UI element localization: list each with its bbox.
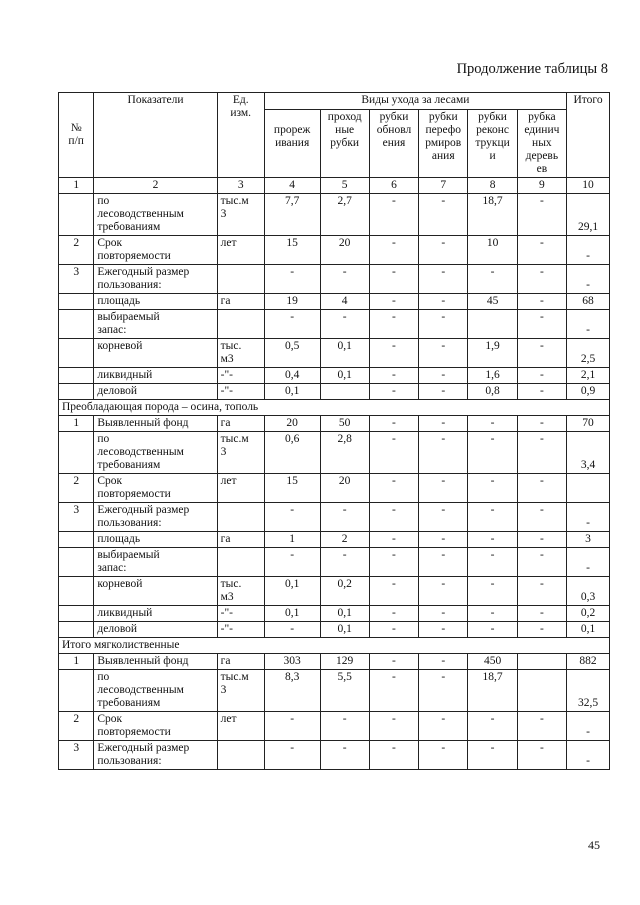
value-cell: 0,1 [264,577,320,606]
row-number [59,622,94,638]
value-cell: - [419,548,468,577]
value-cell: - [517,416,566,432]
table-row [59,339,610,368]
index-cell: 5 [320,178,369,194]
table-row [59,741,610,770]
value-cell: - [369,670,418,712]
header-total: Итого [567,93,610,178]
indicator-cell: корневой [94,577,217,606]
row-number [59,532,94,548]
value-cell: - [320,741,369,770]
indicator-cell: по лесоводственным требованиям [94,432,217,474]
value-cell: 0,4 [264,368,320,384]
total-cell [567,474,610,503]
index-cell: 8 [468,178,517,194]
index-row [59,178,610,194]
row-number: 1 [59,416,94,432]
index-cell: 9 [517,178,566,194]
value-cell: 50 [320,416,369,432]
total-cell: - [567,741,610,770]
header-row [59,93,610,110]
indicator-cell: Ежегодный размер пользования: [94,265,217,294]
table-row [59,368,610,384]
value-cell: 0,1 [320,622,369,638]
value-cell: - [468,548,517,577]
value-cell: 15 [264,474,320,503]
unit-cell [217,265,264,294]
value-cell: - [517,339,566,368]
row-number: 3 [59,265,94,294]
value-cell: - [419,474,468,503]
value-cell: - [369,622,418,638]
value-cell: 0,1 [320,339,369,368]
value-cell: - [369,606,418,622]
value-cell: 0,1 [320,368,369,384]
unit-cell: тыс.м 3 [217,194,264,236]
indicator-cell: Срок повторяемости [94,712,217,741]
value-cell: - [419,194,468,236]
unit-cell: -"- [217,384,264,400]
value-cell: - [517,432,566,474]
value-cell: - [517,368,566,384]
value-cell: - [369,548,418,577]
value-cell: 20 [320,474,369,503]
value-cell: 18,7 [468,194,517,236]
total-cell: 68 [567,294,610,310]
value-cell: - [264,622,320,638]
value-cell: 5,5 [320,670,369,712]
row-number: 2 [59,474,94,503]
value-cell: - [468,265,517,294]
indicator-cell: площадь [94,532,217,548]
value-cell: - [320,503,369,532]
value-cell: - [517,622,566,638]
total-cell: 2,1 [567,368,610,384]
table-row [59,712,610,741]
row-number: 1 [59,654,94,670]
header-col: рубки реконс трукци и [468,110,517,178]
value-cell: - [419,368,468,384]
table-row [59,622,610,638]
value-cell [468,310,517,339]
table-row [59,294,610,310]
value-cell: - [320,265,369,294]
index-cell: 7 [419,178,468,194]
indicator-cell: выбираемый запас: [94,548,217,577]
section-title: Итого мягколиственные [59,638,610,654]
row-number [59,606,94,622]
value-cell: 0,1 [264,384,320,400]
value-cell: - [369,474,418,503]
value-cell [320,384,369,400]
header-col: рубки перефо рмиров ания [419,110,468,178]
value-cell: 0,5 [264,339,320,368]
value-cell: - [468,532,517,548]
row-number [59,310,94,339]
index-cell: 2 [94,178,217,194]
total-cell: 3,4 [567,432,610,474]
value-cell: 0,1 [264,606,320,622]
header-group: Виды ухода за лесами [264,93,566,110]
table-row [59,194,610,236]
value-cell: - [468,432,517,474]
value-cell: - [419,294,468,310]
value-cell: 129 [320,654,369,670]
total-cell: - [567,310,610,339]
value-cell: - [369,416,418,432]
row-number [59,368,94,384]
value-cell: - [517,741,566,770]
index-cell: 4 [264,178,320,194]
value-cell: 303 [264,654,320,670]
value-cell: - [264,265,320,294]
total-cell: 32,5 [567,670,610,712]
value-cell: - [468,503,517,532]
unit-cell [217,310,264,339]
unit-cell: -"- [217,368,264,384]
value-cell: - [468,741,517,770]
table-row [59,577,610,606]
value-cell: - [468,712,517,741]
value-cell: - [517,384,566,400]
value-cell: - [264,548,320,577]
section-title: Преобладающая порода – осина, тополь [59,400,610,416]
value-cell: - [369,265,418,294]
value-cell: 450 [468,654,517,670]
value-cell: 18,7 [468,670,517,712]
value-cell: - [369,577,418,606]
value-cell: - [369,741,418,770]
row-number [59,432,94,474]
table-row [59,416,610,432]
value-cell: - [419,503,468,532]
table-row [59,606,610,622]
total-cell: 0,1 [567,622,610,638]
indicator-cell: Срок повторяемости [94,474,217,503]
table-row [59,532,610,548]
indicator-cell: по лесоводственным требованиям [94,670,217,712]
value-cell: - [419,310,468,339]
value-cell: - [369,503,418,532]
row-number: 3 [59,741,94,770]
value-cell: - [369,339,418,368]
total-cell: - [567,712,610,741]
value-cell: - [419,432,468,474]
row-number [59,384,94,400]
row-number [59,294,94,310]
value-cell: - [369,384,418,400]
indicator-cell: по лесоводственным требованиям [94,194,217,236]
indicator-cell: Ежегодный размер пользования: [94,741,217,770]
value-cell: - [264,712,320,741]
unit-cell: тыс.м 3 [217,670,264,712]
unit-cell: га [217,532,264,548]
value-cell: - [468,577,517,606]
total-cell: - [567,236,610,265]
value-cell: - [517,236,566,265]
total-cell: - [567,503,610,532]
value-cell: 1 [264,532,320,548]
index-cell: 3 [217,178,264,194]
value-cell: - [419,606,468,622]
value-cell: - [419,712,468,741]
table-body [59,194,610,770]
unit-cell: -"- [217,622,264,638]
indicator-cell: Срок повторяемости [94,236,217,265]
value-cell: - [517,310,566,339]
row-number [59,577,94,606]
value-cell: 10 [468,236,517,265]
value-cell: - [419,416,468,432]
index-cell: 1 [59,178,94,194]
value-cell: 0,8 [468,384,517,400]
header-col: рубка единич ных деревь ев [517,110,566,178]
row-number: 2 [59,236,94,265]
value-cell: - [517,294,566,310]
total-cell: 2,5 [567,339,610,368]
indicator-cell: площадь [94,294,217,310]
total-cell: 0,3 [567,577,610,606]
value-cell: - [369,310,418,339]
page-number: 45 [588,838,600,852]
value-cell: - [369,294,418,310]
data-table [58,92,610,770]
table-row [59,670,610,712]
row-number [59,339,94,368]
value-cell: 2,7 [320,194,369,236]
indicator-cell: Ежегодный размер пользования: [94,503,217,532]
table-row [59,503,610,532]
total-cell: 3 [567,532,610,548]
value-cell: - [369,532,418,548]
value-cell: - [419,654,468,670]
total-cell: - [567,548,610,577]
indicator-cell: ликвидный [94,368,217,384]
header-indicators: Показатели [94,93,217,178]
indicator-cell: деловой [94,384,217,400]
table-row [59,236,610,265]
value-cell: - [369,712,418,741]
indicator-cell: Выявленный фонд [94,654,217,670]
value-cell: 0,2 [320,577,369,606]
indicator-cell: ликвидный [94,606,217,622]
value-cell: - [264,503,320,532]
unit-cell: га [217,654,264,670]
value-cell: 1,6 [468,368,517,384]
header-col: прореж ивания [264,110,320,178]
total-cell: 70 [567,416,610,432]
index-cell: 6 [369,178,418,194]
index-cell: 10 [567,178,610,194]
value-cell: - [320,548,369,577]
value-cell: - [419,339,468,368]
row-number [59,194,94,236]
indicator-cell: корневой [94,339,217,368]
table-row [59,548,610,577]
indicator-cell: деловой [94,622,217,638]
total-cell: 882 [567,654,610,670]
value-cell: - [369,368,418,384]
header-unit: Ед. изм. [217,93,264,178]
value-cell: - [419,670,468,712]
row-number [59,548,94,577]
unit-cell: га [217,294,264,310]
value-cell: - [419,577,468,606]
value-cell: - [369,236,418,265]
value-cell: - [517,548,566,577]
value-cell: 45 [468,294,517,310]
unit-cell: лет [217,236,264,265]
value-cell: - [320,712,369,741]
value-cell: - [419,532,468,548]
value-cell: - [468,606,517,622]
value-cell: 4 [320,294,369,310]
value-cell: - [369,432,418,474]
value-cell: 8,3 [264,670,320,712]
value-cell: - [419,622,468,638]
value-cell: - [517,265,566,294]
unit-cell: лет [217,474,264,503]
value-cell: - [320,310,369,339]
value-cell: - [517,194,566,236]
unit-cell [217,548,264,577]
section-row [59,400,610,416]
table-row [59,310,610,339]
unit-cell: лет [217,712,264,741]
value-cell: - [264,310,320,339]
value-cell: - [517,532,566,548]
table-row [59,654,610,670]
value-cell: 15 [264,236,320,265]
value-cell: - [517,503,566,532]
value-cell: - [468,416,517,432]
table-caption: Продолжение таблицы 8 [456,61,608,77]
value-cell: - [264,741,320,770]
table-row [59,384,610,400]
total-cell: - [567,265,610,294]
total-cell: 0,9 [567,384,610,400]
value-cell: 2,8 [320,432,369,474]
table-row [59,474,610,503]
value-cell: - [517,606,566,622]
value-cell [517,670,566,712]
value-cell: - [419,741,468,770]
header-col: проход ные рубки [320,110,369,178]
value-cell: - [419,384,468,400]
value-cell: - [517,474,566,503]
unit-cell: тыс.м 3 [217,432,264,474]
value-cell: - [468,622,517,638]
row-number [59,670,94,712]
value-cell: 20 [320,236,369,265]
section-row [59,638,610,654]
total-cell: 0,2 [567,606,610,622]
unit-cell: -"- [217,606,264,622]
value-cell: 0,1 [320,606,369,622]
value-cell: 1,9 [468,339,517,368]
value-cell: - [468,474,517,503]
value-cell: 2 [320,532,369,548]
unit-cell [217,503,264,532]
unit-cell: га [217,416,264,432]
value-cell: - [369,194,418,236]
value-cell: 7,7 [264,194,320,236]
value-cell: - [419,265,468,294]
row-number: 3 [59,503,94,532]
value-cell: - [517,577,566,606]
unit-cell [217,741,264,770]
unit-cell: тыс. м3 [217,339,264,368]
row-number: 2 [59,712,94,741]
indicator-cell: Выявленный фонд [94,416,217,432]
value-cell: 19 [264,294,320,310]
value-cell: 20 [264,416,320,432]
header-col: рубки обновл ения [369,110,418,178]
table-row [59,265,610,294]
value-cell: - [369,654,418,670]
value-cell: 0,6 [264,432,320,474]
header-num: № п/п [59,93,94,178]
unit-cell: тыс. м3 [217,577,264,606]
table-row [59,432,610,474]
indicator-cell: выбираемый запас: [94,310,217,339]
value-cell: - [517,712,566,741]
value-cell [517,654,566,670]
total-cell: 29,1 [567,194,610,236]
value-cell: - [419,236,468,265]
